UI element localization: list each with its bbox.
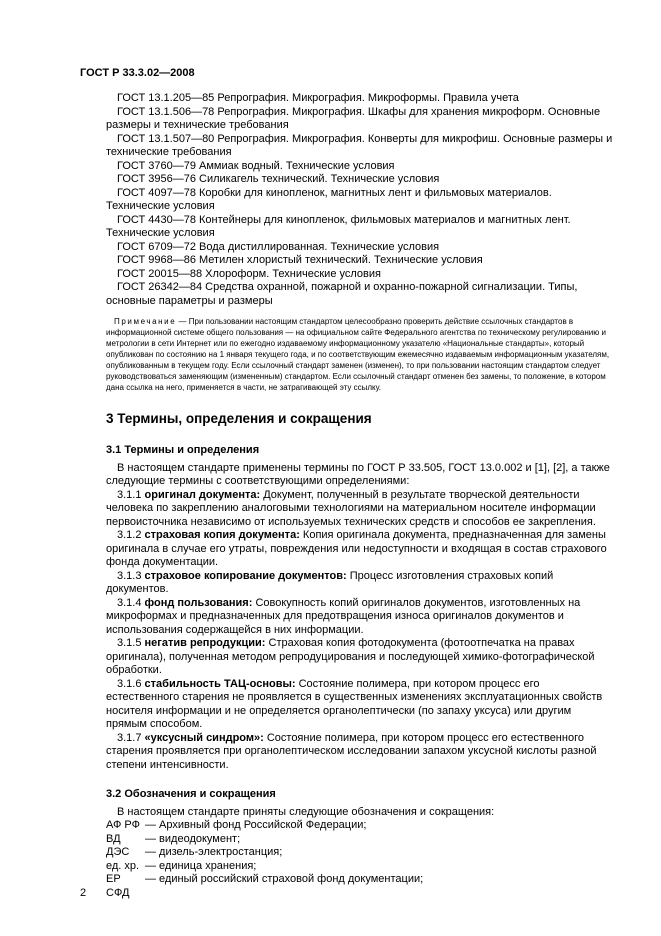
page-header: ГОСТ Р 33.3.02—2008 xyxy=(80,67,195,79)
reference-list xyxy=(106,92,614,308)
term-name: стабильность ТАЦ-основы: xyxy=(144,677,296,690)
term-number: 3.1.4 xyxy=(117,596,142,609)
note-label: Примечание xyxy=(114,317,177,326)
abbreviation-meaning: — единый российский страховой фонд документации; xyxy=(145,873,424,885)
term-name: оригинал документа: xyxy=(144,488,261,501)
reference-item: ГОСТ 9968—86 Метилен хлористый технический. Технические условия xyxy=(117,254,483,266)
term-number: 3.1.6 xyxy=(117,677,142,690)
section-3-title: 3 Термины, определения и сокращения xyxy=(106,411,372,426)
abbreviation-item xyxy=(106,819,614,833)
term-number: 3.1.7 xyxy=(117,731,142,744)
reference-item: ГОСТ 26342—84 Средства охранной, пожарной и охранно-пожарной сигнализации. Типы, основные параметры и размеры xyxy=(106,281,578,307)
abbreviation-meaning: — видеодокумент; xyxy=(145,832,241,845)
reference-item: ГОСТ 13.1.506—78 Репрография. Микрография. Шкафы для хранения микроформ. Основные размеры и технические требования xyxy=(106,105,601,131)
abbreviation-item xyxy=(106,846,614,860)
term-name: фонд пользования: xyxy=(144,596,253,609)
reference-item: ГОСТ 4097—78 Коробки для кинопленок, магнитных лент и фильмовых материалов. Технические условия xyxy=(106,186,552,212)
term-text: Копия оригинала документа, предназначенная для замены оригинала в случае его утраты, повреждения или недоступности и входящая в состав страхового фонда документации. xyxy=(106,529,607,568)
term-text: Состояние полимера, при котором процесс его естественного старения проявляется при органолептическом исследовании запахом уксусной кислоты разной степени интенсивности. xyxy=(106,731,597,771)
term-name: страховая копия документа: xyxy=(144,529,300,541)
term-number: 3.1.3 xyxy=(117,569,142,582)
term-definition xyxy=(106,529,614,570)
reference-item: ГОСТ 3760—79 Аммиак водный. Технические условия xyxy=(117,159,395,172)
term-text: Процесс изготовления страховых копий документов. xyxy=(106,569,554,595)
abbreviation-meaning: — Архивный фонд Российской Федерации; xyxy=(145,819,367,831)
page-number: 2 xyxy=(80,887,87,899)
term-name: «уксусный синдром»: xyxy=(144,731,264,744)
reference-item: ГОСТ 4430—78 Контейнеры для кинопленок, фильмовых материалов и магнитных лент. Технические условия xyxy=(106,213,571,239)
note xyxy=(106,316,614,393)
abbreviation: ЕР СФД xyxy=(106,873,130,899)
subsection-3-1-intro: В настоящем стандарте применены термины по ГОСТ Р 33.505, ГОСТ 13.0.002 и [1], [2], а также следующие термины с соответствующими определениями: xyxy=(106,461,610,487)
term-text: Совокупность копий оригиналов документов, изготовленных на микроформах и предназначенных для предотвращения износа оригиналов документов и использования содержащейся в них информации. xyxy=(106,596,581,636)
term-text: Страховая копия фотодокумента (фотоотпечатка на правах оригинала), полученная методом репродуцирования и последующей химико-фотографической обработки. xyxy=(106,637,595,676)
term-name: негатив репродукции: xyxy=(144,637,266,649)
reference-item: ГОСТ 3956—76 Силикагель технический. Технические условия xyxy=(117,173,440,185)
term-text: Состояние полимера, при котором процесс его естественного старения не проявляется в существенных изменениях эксплуатационных свойств носителя информации и не определяется органолептически (по запаху уксуса) или другим прямым способом. xyxy=(106,677,603,730)
abbreviation-item xyxy=(106,873,614,900)
abbreviation: АФ РФ xyxy=(106,819,140,831)
reference-item: ГОСТ 6709—72 Вода дистиллированная. Технические условия xyxy=(117,240,440,253)
reference-item: ГОСТ 13.1.507—80 Репрография. Микрография. Конверты для микрофиш. Основные размеры и технические требования xyxy=(106,132,613,158)
term-name: страховое копирование документов: xyxy=(144,569,347,582)
reference-item: ГОСТ 13.1.205—85 Репрография. Микрография. Микроформы. Правила учета xyxy=(117,92,519,104)
abbreviation-item xyxy=(106,833,614,847)
abbreviation-meaning: — единица хранения; xyxy=(145,859,257,872)
term-number: 3.1.2 xyxy=(117,529,142,541)
subsection-3-1-title: 3.1 Термины и определения xyxy=(106,444,260,456)
term-number: 3.1.5 xyxy=(117,637,142,649)
term-definition xyxy=(106,489,614,530)
abbreviation-meaning: — дизель-электростанция; xyxy=(145,846,283,858)
abbreviation: ВД xyxy=(106,832,121,845)
term-definition xyxy=(106,597,614,638)
subsection-3-2-title: 3.2 Обозначения и сокращения xyxy=(106,788,276,800)
page-content xyxy=(106,92,614,900)
term-text: Документ, полученный в результате творческой деятельности человека по закреплению аналоговыми технологиями на материальном носителе информации первоисточника независимо от используемых технических средств и способов ее закрепления. xyxy=(106,488,596,528)
term-number: 3.1.1 xyxy=(117,488,142,501)
note-text: — При пользовании настоящим стандартом целесообразно проверить действие ссылочных стандартов в информационной системе общего пользования — на официальном сайте Федерального агентства по техническому регулированию и метрологии в сети Интернет или по ежегодно издаваемому информационному указателю «Национальные стандарты», который опубликован по состоянию на 1 января текущего года, и по соответствующим ежемесячно издаваемым информационным указателям, опубликованным в текущем году. Если ссылочный стандарт заменен (изменен), то при пользовании настоящим стандартом следует руководствоваться заменяющим (измененным) стандартом. Если ссылочный стандарт отменен без замены, то положение, в котором дана ссылка на него, применяется в части, не затрагивающей эту ссылку. xyxy=(106,317,610,392)
reference-item: ГОСТ 20015—88 Хлороформ. Технические условия xyxy=(117,267,381,280)
subsection-3-2-intro: В настоящем стандарте приняты следующие обозначения и сокращения: xyxy=(117,805,495,818)
term-definition xyxy=(106,637,614,678)
term-definition xyxy=(106,570,614,597)
abbreviation: ед. хр. xyxy=(106,859,140,872)
abbreviation-list xyxy=(106,819,614,900)
term-definition xyxy=(106,732,614,773)
abbreviation-item xyxy=(106,860,614,874)
term-definition xyxy=(106,678,614,732)
abbreviation: ДЭС xyxy=(106,846,130,858)
